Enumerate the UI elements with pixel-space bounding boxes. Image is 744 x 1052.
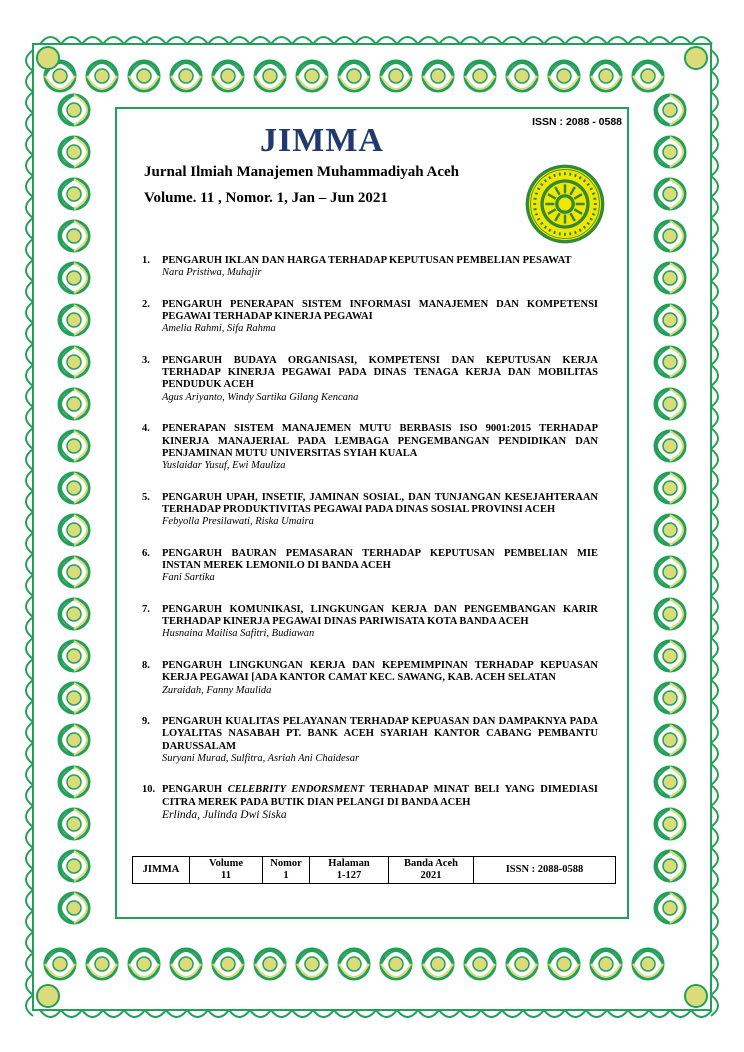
toc-number: 4. <box>142 423 150 435</box>
article-authors: Yuslaidar Yusuf, Ewi Mauliza <box>162 460 286 472</box>
article-title: PENGARUH BAURAN PEMASARAN TERHADAP KEPUTUSAN PEMBELIAN MIE INSTAN MEREK LEMONILO DI BANDA ACEH <box>162 547 598 572</box>
article-title: PENGARUH IKLAN DAN HARGA TERHADAP KEPUTUSAN PEMBELIAN PESAWAT <box>162 255 572 266</box>
issn-value: ISSN : 2088-0588 <box>505 864 584 875</box>
year-value: 2021 <box>420 870 442 881</box>
article-authors: Fani Sartika <box>162 572 215 584</box>
table-of-contents <box>142 255 598 822</box>
article-authors: Febyolla Presilawati, Riska Umaira <box>162 516 314 528</box>
nomor-value: 1 <box>283 870 289 881</box>
city-year-cell <box>389 857 474 884</box>
article-title-emphasis: CELEBRITY ENDORSMENT <box>227 784 365 796</box>
nomor-cell <box>263 857 310 884</box>
article-authors: Husnaina Mailisa Safitri, Budiawan <box>162 628 315 640</box>
article-authors: Agus Ariyanto, Windy Sartika Gilang Kencana <box>162 391 359 403</box>
toc-item <box>142 492 598 529</box>
cover-content <box>120 112 624 914</box>
article-title-part: TERHADAP MINAT BELI YANG DIMEDIASI CITRA MEREK PADA BUTIK DIAN PELANGI DI BANDA ACEH <box>162 784 599 808</box>
toc-number: 3. <box>142 354 150 366</box>
toc-item <box>142 548 598 585</box>
volume-cell <box>190 857 263 884</box>
issue-info-table <box>132 856 616 884</box>
article-title: PENGARUH UPAH, INSETIF, JAMINAN SOSIAL, DAN TUNJANGAN KESEJAHTERAAN TERHADAP PRODUKTIVITAS PEGAWAI PADA DINAS SOSIAL PROVINSI ACEH <box>162 491 598 515</box>
article-authors: Zuraidah, Fanny Maulida <box>162 684 272 696</box>
journal-full-name: Jurnal Ilmiah Manajemen Muhammadiyah Aceh <box>144 164 460 180</box>
article-title: PENERAPAN SISTEM MANAJEMEN MUTU BERBASIS ISO 9001:2015 TERHADAP KINERJA MANAJERIAL PADA LEMBAGA PENGEMBANGAN PENDIDIKAN DAN PENJAMINAN MUTU UNIVERSITAS SYIAH KUALA <box>162 423 598 459</box>
toc-number: 10. <box>142 784 156 796</box>
issn-cell <box>474 857 616 884</box>
toc-item <box>142 355 598 404</box>
toc-item <box>142 784 598 821</box>
journal-cell <box>133 857 190 884</box>
halaman-cell <box>310 857 389 884</box>
toc-item <box>142 423 598 472</box>
toc-item <box>142 660 598 697</box>
toc-number: 2. <box>142 298 150 310</box>
volume-value: 11 <box>221 870 231 881</box>
toc-number: 5. <box>142 491 150 503</box>
article-title: PENGARUH LINGKUNGAN KERJA DAN KEPEMIMPINAN TERHADAP KEPUASAN KERJA PEGAWAI [ADA KANTOR CAMAT KEC. SAWANG, KAB. ACEH SELATAN <box>162 659 598 684</box>
toc-item <box>142 299 598 336</box>
nomor-label: Nomor <box>270 858 302 869</box>
journal-acronym-cell: JIMMA <box>142 864 180 875</box>
table-row <box>133 857 616 884</box>
toc-number: 1. <box>142 255 150 266</box>
article-authors: Nara Pristiwa, Muhajir <box>162 267 262 279</box>
toc-item <box>142 255 598 280</box>
volume-issue-line: Volume. 11 , Nomor. 1, Jan – Jun 2021 <box>144 190 388 206</box>
article-authors: Suryani Murad, Sulfitra, Asriah Ani Chaidesar <box>162 752 360 764</box>
article-authors: Erlinda, Julinda Dwi Siska <box>162 809 287 822</box>
university-seal-icon <box>524 163 606 245</box>
article-title: PENGARUH BUDAYA ORGANISASI, KOMPETENSI DAN KEPUTUSAN KERJA TERHADAP KINERJA PEGAWAI PADA DINAS TENAGA KERJA DAN MOBILITAS PENDUDUK ACEH <box>162 354 598 391</box>
toc-number: 8. <box>142 659 150 671</box>
halaman-label: Halaman <box>328 858 370 869</box>
article-title: PENGARUH KOMUNIKASI, LINGKUNGAN KERJA DAN PENGEMBANGAN KARIR TERHADAP KINERJA PEGAWAI DINAS PARIWISATA KOTA BANDA ACEH <box>162 603 598 628</box>
article-title: PENGARUH KUALITAS PELAYANAN TERHADAP KEPUASAN DAN DAMPAKNYA PADA LOYALITAS NASABAH PT. BANK ACEH SYARIAH KANTOR CABANG PEMBANTU DARUSSALAM <box>162 716 598 752</box>
article-title <box>162 784 598 809</box>
article-authors: Amelia Rahmi, Sifa Rahma <box>162 323 276 335</box>
toc-number: 9. <box>142 716 150 728</box>
toc-number: 7. <box>142 603 150 615</box>
city-label: Banda Aceh <box>404 858 458 869</box>
volume-label: Volume <box>208 858 244 869</box>
article-title: PENGARUH PENERAPAN SISTEM INFORMASI MANAJEMEN DAN KOMPETENSI PEGAWAI TERHADAP KINERJA PEGAWAI <box>162 298 598 323</box>
toc-number: 6. <box>142 547 150 559</box>
halaman-value: 1-127 <box>336 870 362 881</box>
issn-label: ISSN : 2088 - 0588 <box>532 116 622 128</box>
article-title-part: PENGARUH <box>162 784 228 796</box>
toc-item <box>142 604 598 641</box>
toc-item <box>142 716 598 765</box>
journal-acronym: JIMMA <box>260 122 384 159</box>
